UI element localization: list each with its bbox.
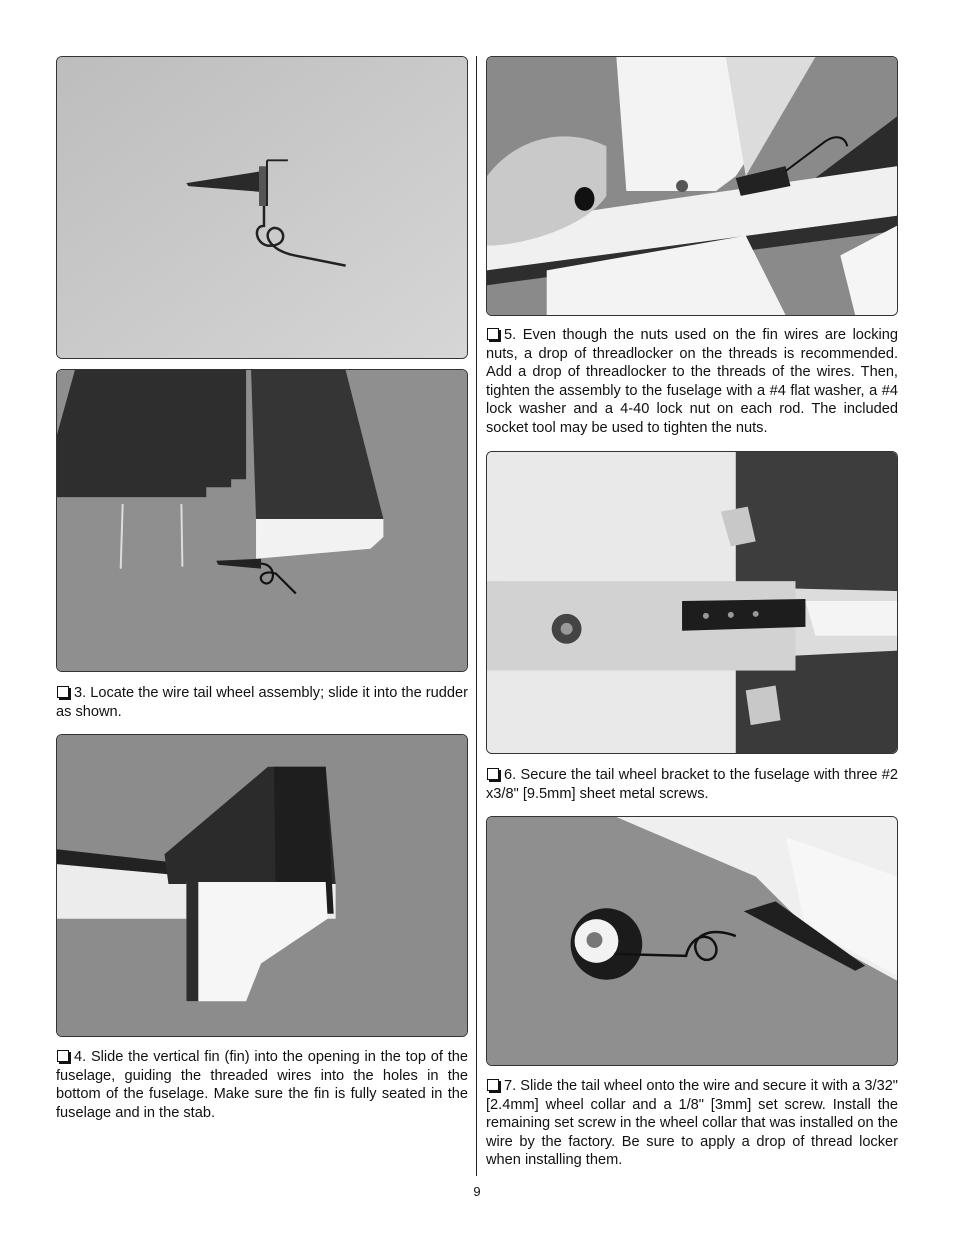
photo-vertical-fin-fuselage bbox=[56, 734, 468, 1037]
step-7-text: 7. Slide the tail wheel onto the wire and secure it with a 3/32" [2.4mm] wheel collar and a 1/8" [3mm] set screw. Install the remaining set screw in the wheel collar that was installed on the wire by the factory. Be sure to apply a drop of thread locker when installing them. bbox=[486, 1078, 898, 1169]
photo-tail-wheel-collar bbox=[486, 816, 898, 1066]
checkbox-icon[interactable] bbox=[57, 1050, 69, 1062]
page-number: 9 bbox=[473, 1184, 481, 1199]
step-3-text: 3. Locate the wire tail wheel assembly; slide it into the rudder as shown. bbox=[56, 685, 468, 720]
column-divider bbox=[476, 56, 477, 1176]
photo-tail-wheel-assembly bbox=[56, 56, 468, 359]
photo-fin-wire-nuts bbox=[486, 56, 898, 316]
checkbox-icon[interactable] bbox=[487, 328, 499, 340]
photo-rudder-tail-wheel bbox=[56, 369, 468, 672]
checkbox-icon[interactable] bbox=[487, 768, 499, 780]
photo-tail-wheel-bracket bbox=[486, 451, 898, 754]
step-6-text: 6. Secure the tail wheel bracket to the fuselage with three #2 x3/8" [9.5mm] sheet metal screws. bbox=[486, 767, 898, 802]
step-5-text: 5. Even though the nuts used on the fin wires are locking nuts, a drop of threadlocker on the threads is recommended. Add a drop of threadlocker to the threads of the wires. Then, tighten the assembly to the fuselage with a #4 flat washer, a #4 lock washer and a 4-40 lock nut on each rod. The included socket tool may be used to tighten the nuts. bbox=[486, 327, 898, 436]
checkbox-icon[interactable] bbox=[57, 686, 69, 698]
step-4-text: 4. Slide the vertical fin (fin) into the opening in the top of the fuselage, guiding the threaded wires into the holes in the bottom of the fuselage. Make sure the fin is fully seated in the fuselage and in the stab. bbox=[56, 1049, 468, 1121]
checkbox-icon[interactable] bbox=[487, 1079, 499, 1091]
